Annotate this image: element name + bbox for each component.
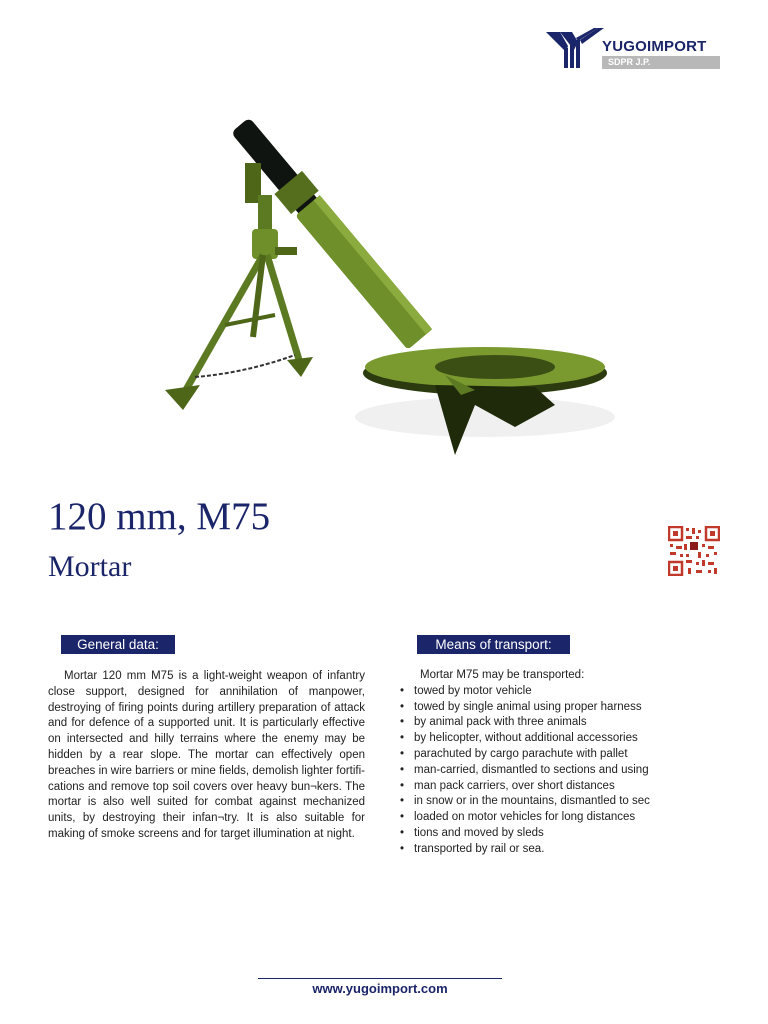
transport-heading: Means of transport: (417, 635, 570, 654)
brand-logo (546, 28, 726, 72)
list-item: • tions and moved by sleds (400, 826, 700, 842)
transport-list (400, 684, 700, 858)
list-item: • in snow or in the mountains, dismantled to sec (400, 794, 700, 810)
bullet: • (400, 842, 405, 855)
list-item: • transported by rail or sea. (400, 842, 700, 858)
list-item: • man-carried, dismantled to sections and using (400, 763, 700, 779)
bullet: • (400, 700, 405, 713)
bullet: • (400, 684, 405, 697)
brand-name: YUGOIMPORT (602, 38, 707, 55)
list-item: • loaded on motor vehicles for long distances (400, 810, 700, 826)
list-item: • towed by motor vehicle (400, 684, 700, 700)
list-item: • towed by single animal using proper harness (400, 700, 700, 716)
footer-divider (258, 978, 502, 979)
brand-subname: SDPR J.P. (602, 56, 720, 69)
bullet: • (400, 826, 405, 839)
general-data-text: Mortar 120 mm M75 is a light-weight weapon of infantry close support, designed for annihilation of manpower, destroying of firing points during artillery preparation of attack and for defence of a supported unit. It is particularly effective on intersected and hilly terrains where the enemy may be hidden by a rear slope. The mortar can effectively open breaches in wire barriers or mine fields, demolish lighter fortifi-cations and remove top soil covers over heavy bun¬kers. The mortar is also well suited for combat against mechanized units, by destroying their infan¬try. It is also suitable for making of smoke screens and for target illumination at night. (48, 670, 365, 840)
transport-section (400, 668, 700, 858)
yugoimport-logo-icon (546, 28, 606, 70)
mortar-photo-icon (155, 105, 625, 475)
list-item: • parachuted by cargo parachute with pallet (400, 747, 700, 763)
list-item: • by animal pack with three animals (400, 715, 700, 731)
bullet: • (400, 732, 405, 745)
transport-intro: Mortar M75 may be transported: (420, 669, 585, 681)
qr-code-icon[interactable] (668, 526, 720, 576)
bullet: • (400, 763, 405, 776)
list-item: • by helicopter, without additional accessories (400, 731, 700, 747)
product-title: 120 mm, M75 (48, 495, 271, 538)
general-data-heading: General data: (61, 635, 175, 654)
bullet: • (400, 779, 405, 792)
bullet: • (400, 811, 405, 824)
list-item: • man pack carriers, over short distances (400, 779, 700, 795)
product-subtitle: Mortar (48, 550, 132, 583)
bullet: • (400, 795, 405, 808)
bullet: • (400, 747, 405, 760)
bullet: • (400, 716, 405, 729)
footer-website-link[interactable]: www.yugoimport.com (312, 981, 448, 996)
